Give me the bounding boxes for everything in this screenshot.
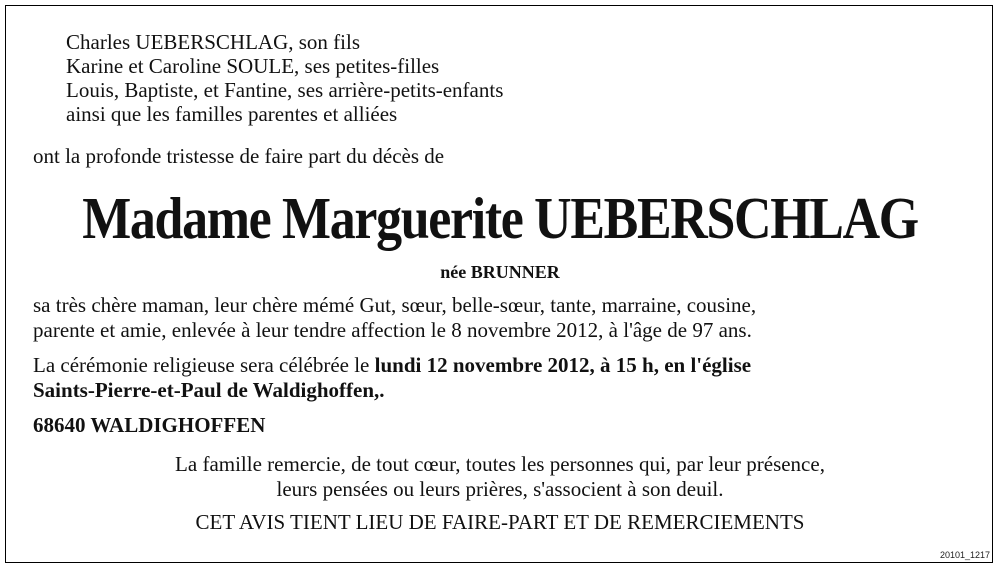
family-line-3: Louis, Baptiste, et Fantine, ses arrière-petits-enfants: [66, 78, 504, 102]
notice-text: CET AVIS TIENT LIEU DE FAIRE-PART ET DE REMERCIEMENTS: [195, 510, 805, 534]
family-line-4: ainsi que les familles parentes et alliées: [66, 102, 398, 126]
thanks-line-1: La famille remercie, de tout cœur, toutes les personnes qui, par leur présence,: [175, 452, 825, 476]
maiden-name: née BRUNNER: [440, 262, 560, 282]
thanks-line-2: leurs pensées ou leurs prières, s'associent à son deuil.: [276, 477, 724, 501]
family-line-1: Charles UEBERSCHLAG, son fils: [66, 30, 360, 54]
family-line-2: Karine et Caroline SOULE, ses petites-filles: [66, 54, 440, 78]
reference-code: 20101_1217: [939, 550, 990, 560]
ceremony-line-1: [33, 353, 751, 378]
ceremony-date: lundi 12 novembre 2012, à 15 h, en l'église: [374, 353, 752, 377]
ceremony-prefix: La cérémonie religieuse sera célébrée le: [33, 353, 375, 377]
description-line-2: parente et amie, enlevée à leur tendre affection le 8 novembre 2012, à l'âge de 97 ans.: [33, 318, 752, 342]
description-line-1: sa très chère maman, leur chère mémé Gut, sœur, belle-sœur, tante, marraine, cousine,: [33, 293, 757, 317]
ceremony-church: Saints-Pierre-et-Paul de Waldighoffen,.: [33, 378, 385, 402]
deceased-name: Madame Marguerite UEBERSCHLAG: [82, 185, 918, 251]
postal-address: 68640 WALDIGHOFFEN: [33, 413, 266, 437]
intro-text: ont la profonde tristesse de faire part du décès de: [33, 144, 445, 168]
